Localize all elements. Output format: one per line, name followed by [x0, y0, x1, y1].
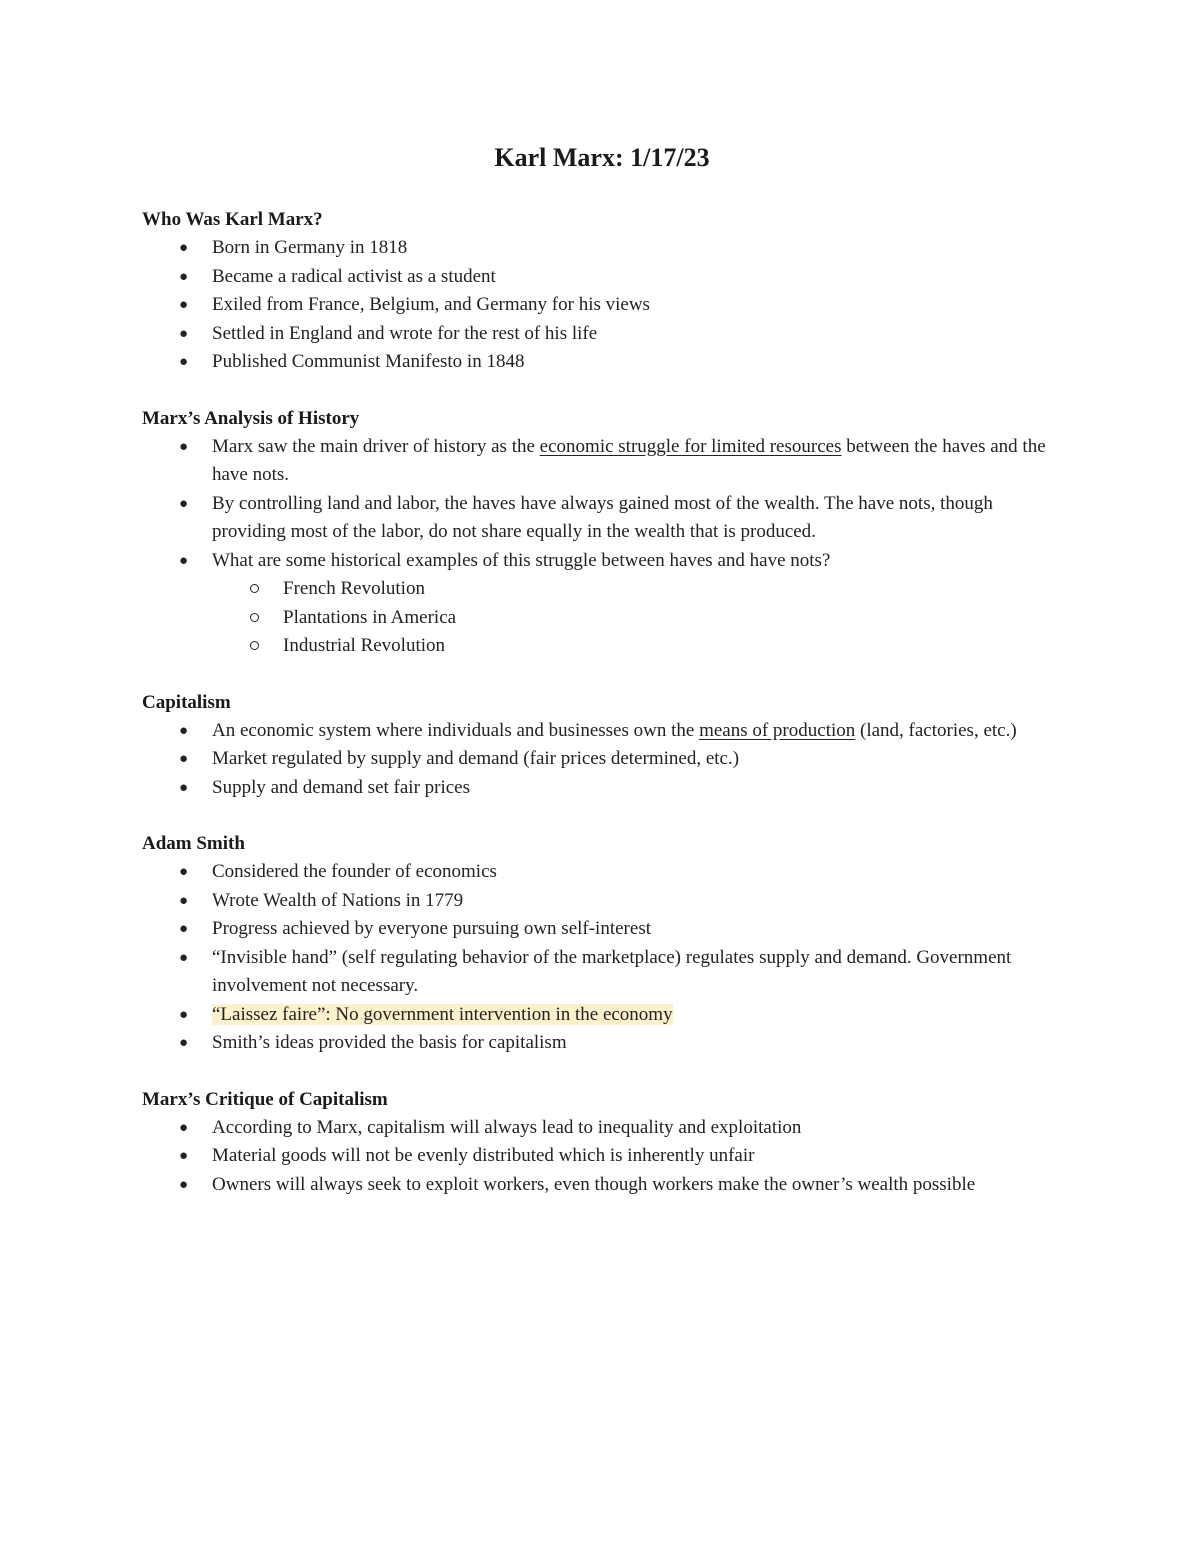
- bullet-icon: ●: [179, 552, 189, 569]
- section-critique-of-capitalism: [142, 1086, 1062, 1200]
- list-item: ● Settled in England and wrote for the rest of his life: [142, 320, 1062, 349]
- list-item: ● By controlling land and labor, the haves have always gained most of the wealth. The have nots, though providing most of the labor, do not share equally in the wealth that is produced.: [142, 490, 1062, 547]
- list-item: ● According to Marx, capitalism will always lead to inequality and exploitation: [142, 1114, 1062, 1143]
- bullet-list: [142, 858, 1062, 1058]
- bullet-icon: ●: [179, 495, 189, 512]
- bullet-icon: ●: [179, 1119, 189, 1136]
- highlighted-text: “Laissez faire”: No government intervention in the economy: [212, 1003, 673, 1025]
- list-item: ● “Invisible hand” (self regulating behavior of the marketplace) regulates supply and demand. Government involvement not necessary.: [142, 944, 1062, 1001]
- list-item: ● Smith’s ideas provided the basis for capitalism: [142, 1029, 1062, 1058]
- page-title: Karl Marx: 1/17/23: [494, 143, 710, 172]
- bullet-icon: ●: [179, 864, 189, 880]
- list-item: ● Became a radical activist as a student: [142, 263, 1062, 292]
- section-who-was-karl-marx: [142, 206, 1062, 377]
- document-page: [142, 140, 1062, 1227]
- hollow-bullet-icon: [250, 641, 259, 650]
- bullet-icon: ●: [179, 722, 189, 739]
- hollow-bullet-icon: [250, 584, 259, 593]
- section-analysis-of-history: [142, 405, 1062, 661]
- bullet-icon: ●: [179, 751, 189, 767]
- list-item: ● Market regulated by supply and demand (fair prices determined, etc.): [142, 745, 1062, 774]
- list-item: ● What are some historical examples of this struggle between haves and have nots? French Revolution Plantations in America Industrial Revolution: [142, 547, 1062, 661]
- bullet-icon: ●: [179, 438, 189, 455]
- list-item: ● Owners will always seek to exploit workers, even though workers make the owner’s wealth possible: [142, 1171, 1062, 1200]
- section-adam-smith: [142, 830, 1062, 1058]
- bullet-icon: ●: [179, 325, 189, 342]
- section-heading: Marx’s Analysis of History: [142, 407, 360, 429]
- list-item: [142, 1001, 1062, 1030]
- section-heading: Capitalism: [142, 691, 231, 713]
- list-item: ● Material goods will not be evenly distributed which is inherently unfair: [142, 1142, 1062, 1171]
- bullet-icon: ●: [179, 1176, 189, 1193]
- section-capitalism: [142, 689, 1062, 803]
- list-item: ● Published Communist Manifesto in 1848: [142, 348, 1062, 377]
- list-item: ● Born in Germany in 1818: [142, 234, 1062, 263]
- sub-list-item: Industrial Revolution: [212, 632, 1062, 661]
- bullet-list: [142, 717, 1062, 803]
- bullet-icon: ●: [179, 240, 189, 256]
- list-item: ● Considered the founder of economics: [142, 858, 1062, 887]
- list-item: ● Marx saw the main driver of history as the economic struggle for limited resources between the haves and the have nots.: [142, 433, 1062, 490]
- bullet-icon: ●: [179, 779, 189, 796]
- underlined-term: means of production: [699, 719, 856, 741]
- sub-list-item: French Revolution: [212, 575, 1062, 604]
- section-heading: Marx’s Critique of Capitalism: [142, 1088, 388, 1110]
- underlined-term: economic struggle for limited resources: [539, 435, 842, 457]
- list-item: ● Supply and demand set fair prices: [142, 774, 1062, 803]
- bullet-icon: ●: [179, 949, 189, 966]
- bullet-icon: ●: [179, 354, 189, 370]
- bullet-list: [142, 433, 1062, 661]
- sub-list-item: Plantations in America: [212, 604, 1062, 633]
- bullet-list: [142, 234, 1062, 377]
- bullet-icon: ●: [179, 921, 189, 937]
- list-item: ● An economic system where individuals and businesses own the means of production (land, factories, etc.): [142, 717, 1062, 746]
- bullet-icon: ●: [179, 1006, 189, 1023]
- bullet-icon: ●: [179, 1148, 189, 1164]
- bullet-icon: ●: [179, 297, 189, 313]
- section-heading: Who Was Karl Marx?: [142, 209, 323, 230]
- bullet-icon: ●: [179, 892, 189, 909]
- list-item: ● Exiled from France, Belgium, and Germany for his views: [142, 291, 1062, 320]
- bullet-icon: ●: [179, 268, 189, 285]
- hollow-bullet-icon: [250, 613, 259, 622]
- bullet-list: [142, 1114, 1062, 1200]
- sub-bullet-list: [212, 575, 1062, 661]
- bullet-icon: ●: [179, 1035, 189, 1051]
- list-item: ● Wrote Wealth of Nations in 1779: [142, 887, 1062, 916]
- list-item: ● Progress achieved by everyone pursuing own self-interest: [142, 915, 1062, 944]
- section-heading: Adam Smith: [142, 833, 245, 854]
